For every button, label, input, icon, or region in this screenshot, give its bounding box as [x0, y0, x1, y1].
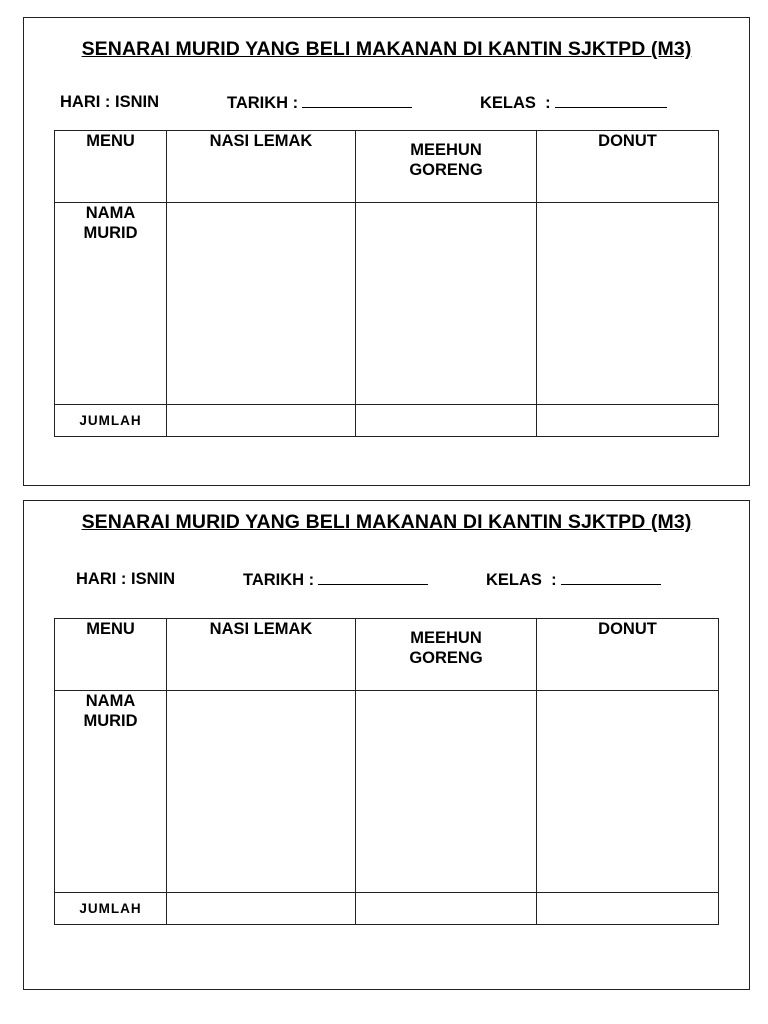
cell-meehun-goreng-names[interactable]: [356, 691, 537, 893]
table-row-nama-murid: [55, 203, 719, 405]
cell-nasi-lemak-names[interactable]: [167, 691, 356, 893]
cell-donut-total[interactable]: [537, 893, 719, 925]
purchase-table: [54, 618, 719, 925]
row-label-nama-murid: [55, 691, 167, 893]
header-meehun-goreng: [356, 619, 537, 691]
kelas-blank-line[interactable]: [555, 93, 667, 108]
form-card-1: [23, 17, 750, 486]
header-meehun-goreng: [356, 131, 537, 203]
tarikh-field[interactable]: [243, 570, 428, 590]
hari-label: HARI : ISNIN: [60, 93, 159, 111]
header-menu: MENU: [55, 619, 167, 691]
cell-donut-names[interactable]: [537, 203, 719, 405]
header-meehun-line2: GORENG: [409, 161, 483, 179]
row-label-murid: MURID: [83, 224, 138, 242]
kelas-label: KELAS :: [480, 94, 551, 112]
kelas-field[interactable]: [480, 93, 667, 113]
table-row-jumlah: [55, 893, 719, 925]
cell-meehun-goreng-total[interactable]: [356, 893, 537, 925]
cell-meehun-goreng-names[interactable]: [356, 203, 537, 405]
header-nasi-lemak: NASI LEMAK: [167, 619, 356, 691]
table-row-nama-murid: [55, 691, 719, 893]
tarikh-field[interactable]: [227, 93, 412, 113]
cell-nasi-lemak-total[interactable]: [167, 893, 356, 925]
kelas-label: KELAS :: [486, 571, 557, 589]
header-nasi-lemak: NASI LEMAK: [167, 131, 356, 203]
tarikh-blank-line[interactable]: [302, 93, 412, 108]
header-donut: DONUT: [537, 619, 719, 691]
form-title: SENARAI MURID YANG BELI MAKANAN DI KANTIN SJKTPD (M3): [81, 511, 692, 533]
row-label-nama-murid: [55, 203, 167, 405]
tarikh-label: TARIKH :: [243, 571, 315, 589]
row-label-murid: MURID: [83, 712, 138, 730]
header-menu: MENU: [55, 131, 167, 203]
tarikh-label: TARIKH :: [227, 94, 299, 112]
cell-meehun-goreng-total[interactable]: [356, 405, 537, 437]
table-row-jumlah: [55, 405, 719, 437]
cell-nasi-lemak-total[interactable]: [167, 405, 356, 437]
row-label-jumlah: JUMLAH: [55, 405, 167, 437]
table-header-row: [55, 131, 719, 203]
header-meehun-line1: MEEHUN: [410, 141, 482, 159]
row-label-jumlah: JUMLAH: [55, 893, 167, 925]
cell-donut-names[interactable]: [537, 691, 719, 893]
cell-donut-total[interactable]: [537, 405, 719, 437]
kelas-blank-line[interactable]: [561, 570, 661, 585]
kelas-field[interactable]: [486, 570, 661, 590]
header-donut: DONUT: [537, 131, 719, 203]
hari-label: HARI : ISNIN: [76, 570, 175, 588]
header-meehun-line2: GORENG: [409, 649, 483, 667]
row-label-nama: NAMA: [85, 204, 136, 222]
purchase-table: [54, 130, 719, 437]
header-meehun-line1: MEEHUN: [410, 629, 482, 647]
table-header-row: [55, 619, 719, 691]
form-card-2: [23, 500, 750, 990]
tarikh-blank-line[interactable]: [318, 570, 428, 585]
row-label-nama: NAMA: [85, 692, 136, 710]
cell-nasi-lemak-names[interactable]: [167, 203, 356, 405]
form-title: SENARAI MURID YANG BELI MAKANAN DI KANTIN SJKTPD (M3): [81, 38, 692, 60]
